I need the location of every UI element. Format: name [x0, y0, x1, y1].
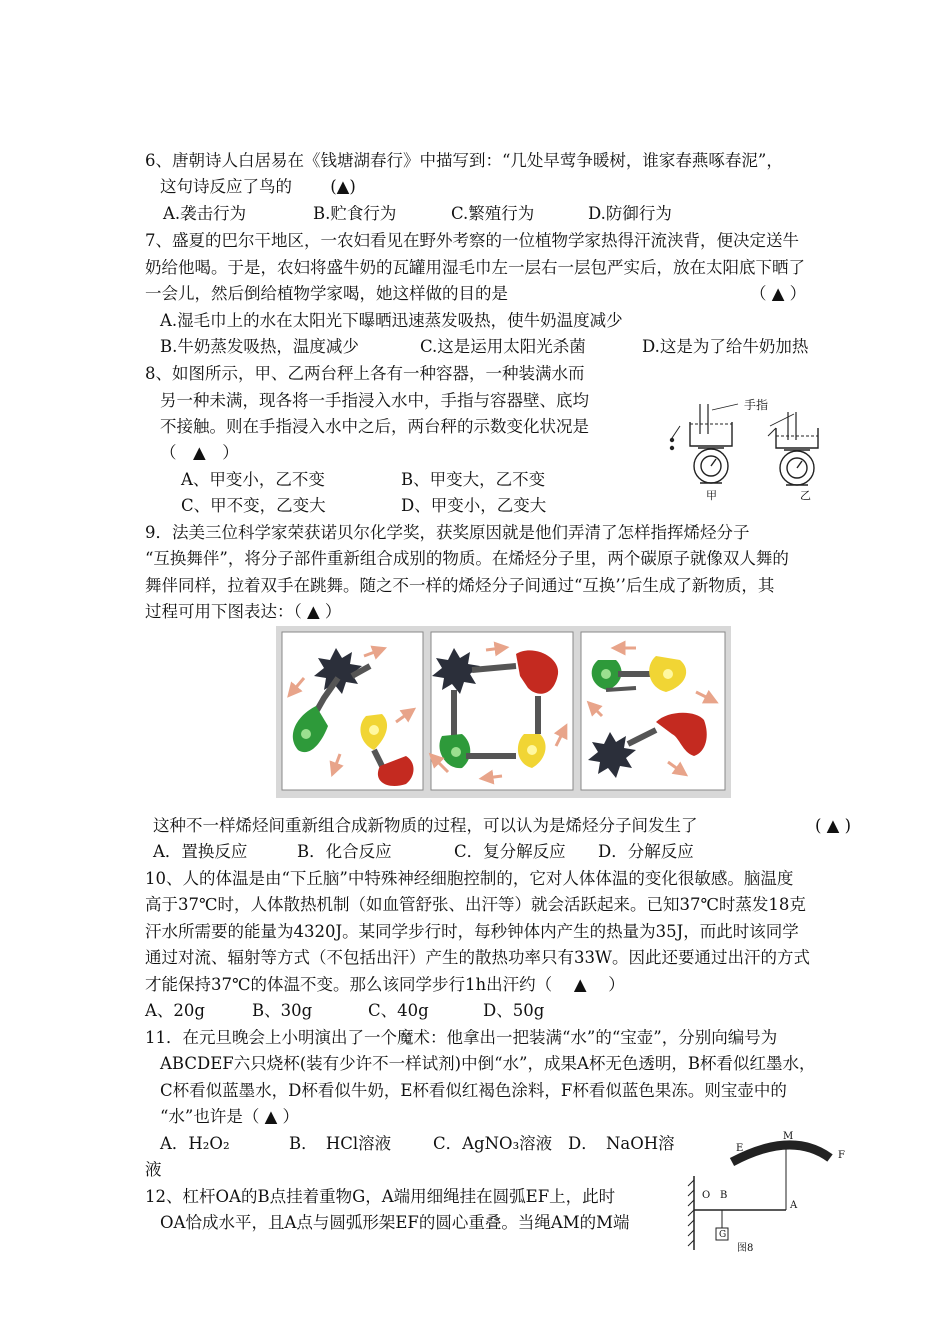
q12-fig-caption: 图8	[737, 1243, 754, 1254]
q6-option-c: C.繁殖行为	[451, 204, 535, 223]
q10-stem-line2: 高于37℃时，人体散热机制（如血管舒张、出汗等）就会活跃起来。已知37℃时蒸发18克	[145, 895, 806, 914]
q10-option-b: B、30g	[252, 1001, 313, 1020]
q12-fig-label-b: B	[720, 1190, 728, 1201]
q9-option-d: D．分解反应	[598, 842, 694, 861]
q6-stem-line1: 6、唐朝诗人白居易在《钱塘湖春行》中描写到：“几处早莺争暖树，谁家春燕啄春泥”，	[145, 151, 783, 170]
q7-option-a: A.湿毛巾上的水在太阳光下曝晒迅速蒸发吸热，使牛奶温度减少	[160, 311, 623, 330]
q6-stem-line2: 这句诗反应了鸟的 (▲)	[160, 177, 356, 196]
q7-answer-mark: （ ▲ ）	[750, 284, 807, 303]
q6-option-d: D.防御行为	[588, 204, 672, 223]
q11-option-a: A．H₂O₂	[160, 1134, 230, 1153]
q10-stem-line4: 通过对流、辐射等方式（不包括出汗）产生的散热功率只有33W。因此还要通过出汗的方式	[145, 948, 810, 967]
q11-stem-line2: ABCDEF六只烧杯(装有少许不一样试剂)中倒“水”，成果A杯无色透明，B杯看似红墨水，	[160, 1054, 816, 1073]
q6-option-b: B.贮食行为	[313, 204, 397, 223]
q9-molecule-figure	[276, 626, 731, 798]
q11-stem-line4: “水”也许是（ ▲ ）	[160, 1107, 300, 1126]
q8-stem-line2: 另一种未满，现各将一手指浸入水中，手指与容器壁、底均	[160, 391, 589, 410]
q12-fig-label-o: O	[702, 1190, 711, 1201]
q10-option-d: D、50g	[483, 1001, 545, 1020]
q9-stem-line4: 过程可用下图表达：（ ▲ ）	[145, 602, 342, 621]
q8-fig-jia-label: 甲	[706, 489, 717, 502]
q9-option-c: C．复分解反应	[454, 842, 566, 861]
q12-fig-label-e: E	[736, 1143, 744, 1154]
q9-molecule-drawing	[276, 626, 731, 798]
q11-stem-line1: 11．在元旦晚会上小明演出了一个魔术：他拿出一把装满“水”的“宝壶”，分别向编号为	[145, 1028, 778, 1047]
q9-stem-line2: “互换舞伴”，将分子部件重新组合成别的物质。在烯烃分子里，两个碳原子就像双人舞的	[145, 549, 789, 568]
q8-option-a: A、甲变小，乙不变	[181, 470, 325, 489]
q9-option-b: B．化合反应	[297, 842, 392, 861]
q12-fig-label-m: M	[783, 1131, 794, 1142]
q9-stem-line3: 舞伴同样，拉着双手在跳舞。随之不一样的烯烃分子间通过“互换’’后生成了新物质，其	[145, 576, 775, 595]
q10-stem-line1: 10、人的体温是由“下丘脑”中特殊神经细胞控制的，它对人体体温的变化很敏感。脑温度	[145, 869, 794, 888]
q10-stem-line3: 汗水所需要的能量为4320J。某同学步行时，每秒钟体内产生的热量为35J，而此时该同学	[145, 922, 799, 941]
q11-option-c: C．AgNO₃溶液	[433, 1134, 553, 1153]
q7-stem-line1: 7、盛夏的巴尔干地区，一农妇看见在野外考察的一位植物学家热得汗流浃背，便决定送牛	[145, 231, 799, 250]
q10-stem-line5: 才能保持37℃的体温不变。那么该同学步行1h出汗约（ ▲ ）	[145, 975, 625, 994]
q12-stem-line1: 12、杠杆OA的B点挂着重物G，A端用细绳挂在圆弧EF上，此时	[145, 1187, 616, 1206]
q8-stem-line3: 不接触。则在手指浸入水中之后，两台秤的示数变化状况是	[160, 417, 589, 436]
q9-stem-line5: 这种不一样烯烃间重新组合成新物质的过程，可以认为是烯烃分子间发生了	[153, 816, 698, 835]
q8-option-b: B、甲变大，乙不变	[401, 470, 546, 489]
q11-option-d: D． NaOH溶	[568, 1134, 675, 1153]
q10-option-a: A、20g	[145, 1001, 205, 1020]
q12-fig-label-g: G	[719, 1230, 727, 1240]
q12-fig-label-a: A	[790, 1200, 798, 1211]
q6-option-a: A.袭击行为	[163, 204, 247, 223]
q7-option-c: C.这是运用太阳光杀菌	[420, 337, 586, 356]
q8-option-c: C、甲不变，乙变大	[181, 496, 326, 515]
q7-stem-line3: 一会儿，然后倒给植物学家喝，她这样做的目的是	[145, 284, 508, 303]
q11-stem-line3: C杯看似蓝墨水，D杯看似牛奶，E杯看似红褐色涂料，F杯看似蓝色果冻。则宝壶中的	[160, 1081, 787, 1100]
q9-option-a: A．置换反应	[153, 842, 248, 861]
q7-stem-line2: 奶给他喝。于是，农妇将盛牛奶的瓦罐用湿毛巾左一层右一层包严实后，放在太阳底下晒了	[145, 258, 805, 277]
q12-stem-line2: OA恰成水平，且A点与圆弧形架EF的圆心重叠。当绳AM的M端	[160, 1213, 630, 1232]
q8-stem-line1: 8、如图所示，甲、乙两台秤上各有一种容器，一种装满水而	[145, 364, 585, 383]
q12-fig-label-f: F	[838, 1150, 845, 1161]
q10-option-c: C、40g	[368, 1001, 429, 1020]
q7-option-b: B.牛奶蒸发吸热，温度减少	[160, 337, 359, 356]
q11-option-b: B． HCl溶液	[289, 1134, 392, 1153]
q8-fig-finger-label: 手指	[744, 398, 769, 412]
q9-stem-line1: 9．法美三位科学家荣获诺贝尔化学奖，获奖原因就是他们弄清了怎样指挥烯烃分子	[145, 523, 750, 542]
q7-option-d: D.这是为了给牛奶加热	[642, 337, 809, 356]
q8-fig-yi-label: 乙	[800, 489, 811, 502]
q9-answer-mark: ( ▲ )	[815, 816, 852, 835]
q8-option-d: D、甲变小，乙变大	[401, 496, 547, 515]
q11-option-d-continued: 液	[145, 1160, 162, 1179]
q8-answer-mark: （ ▲ ）	[160, 443, 239, 462]
q12-lever-figure	[680, 1128, 850, 1250]
